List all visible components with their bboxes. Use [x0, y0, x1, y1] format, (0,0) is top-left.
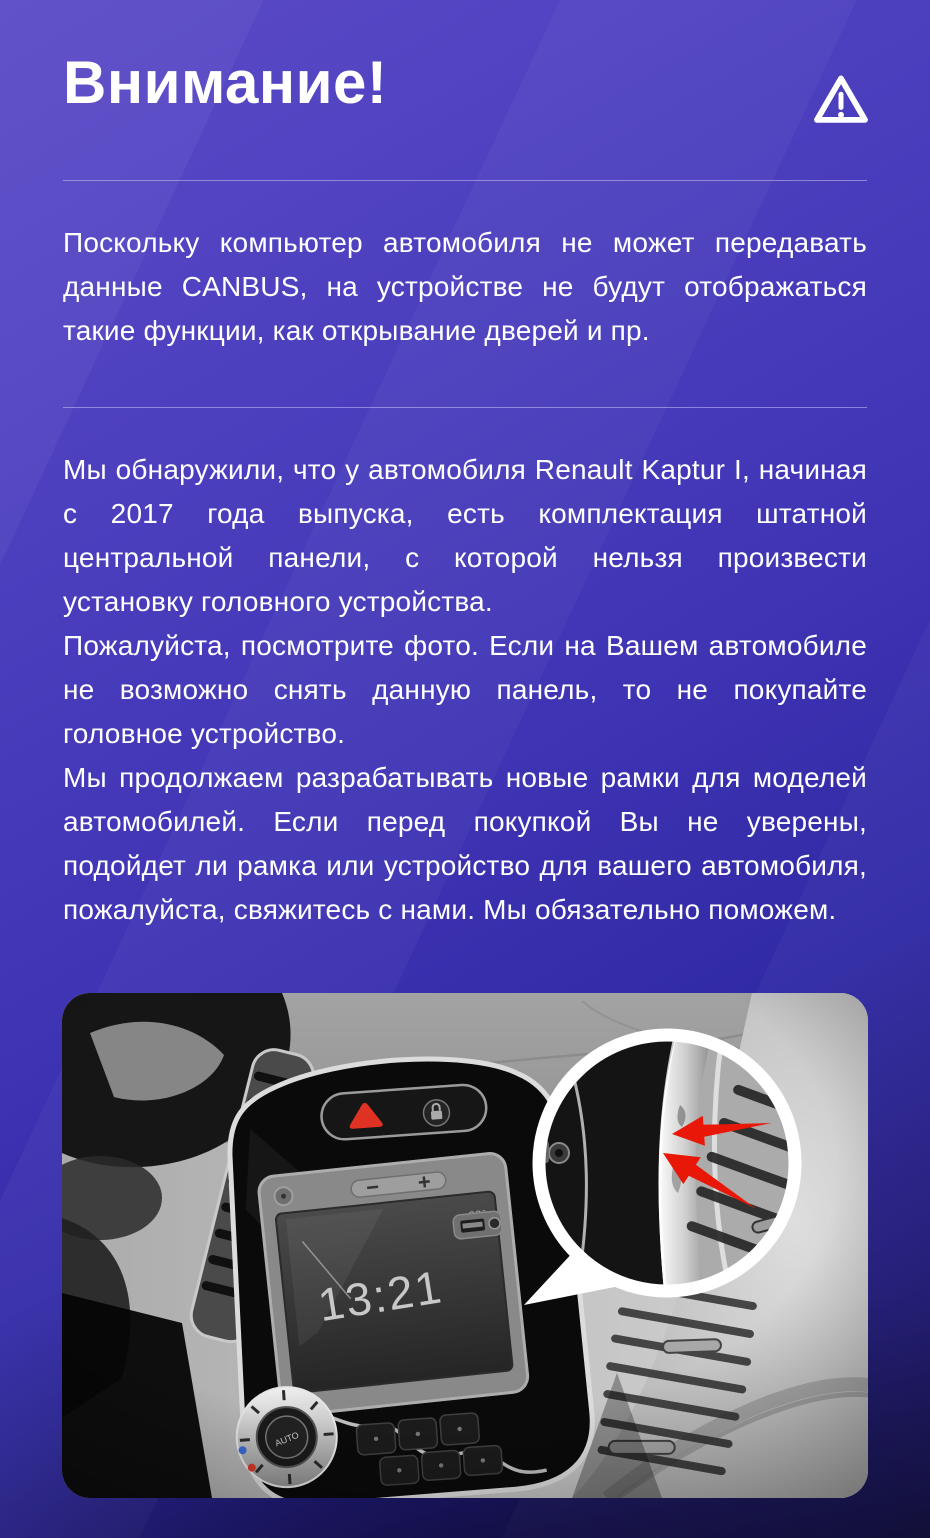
warning-triangle-icon: [812, 68, 870, 132]
paragraph-contact-us: Мы продолжаем разрабатывать новые рамки для моделей автомобилей. Если перед покупкой Вы не уверены, подойдет ли рамка или устройство для вашего автомобиля, пожалуйста, свяжитесь с нами. Мы обязательно поможем.: [63, 762, 867, 925]
paragraph-check-photo: Пожалуйста, посмотрите фото. Если на Вашем автомобиле не возможно снять данную панель, то не покупайте головное устройство.: [63, 630, 867, 749]
page-title: Внимание!: [63, 49, 388, 116]
paragraph-kaptur: Мы обнаружили, что у автомобиля Renault Kaptur I, начиная с 2017 года выпуска, есть комплектация штатной центральной панели, с которой нельзя произвести установку головного устройства.: [63, 454, 867, 617]
dashboard-photo-scene: [62, 993, 868, 1498]
dashboard-photo: [62, 993, 868, 1498]
paragraph-canbus: Поскольку компьютер автомобиля не может передавать данные CANBUS, на устройстве не будут отображаться такие функции, как открывание дверей и пр.: [63, 227, 867, 346]
divider-middle: [63, 407, 867, 408]
divider-top: [63, 180, 867, 181]
